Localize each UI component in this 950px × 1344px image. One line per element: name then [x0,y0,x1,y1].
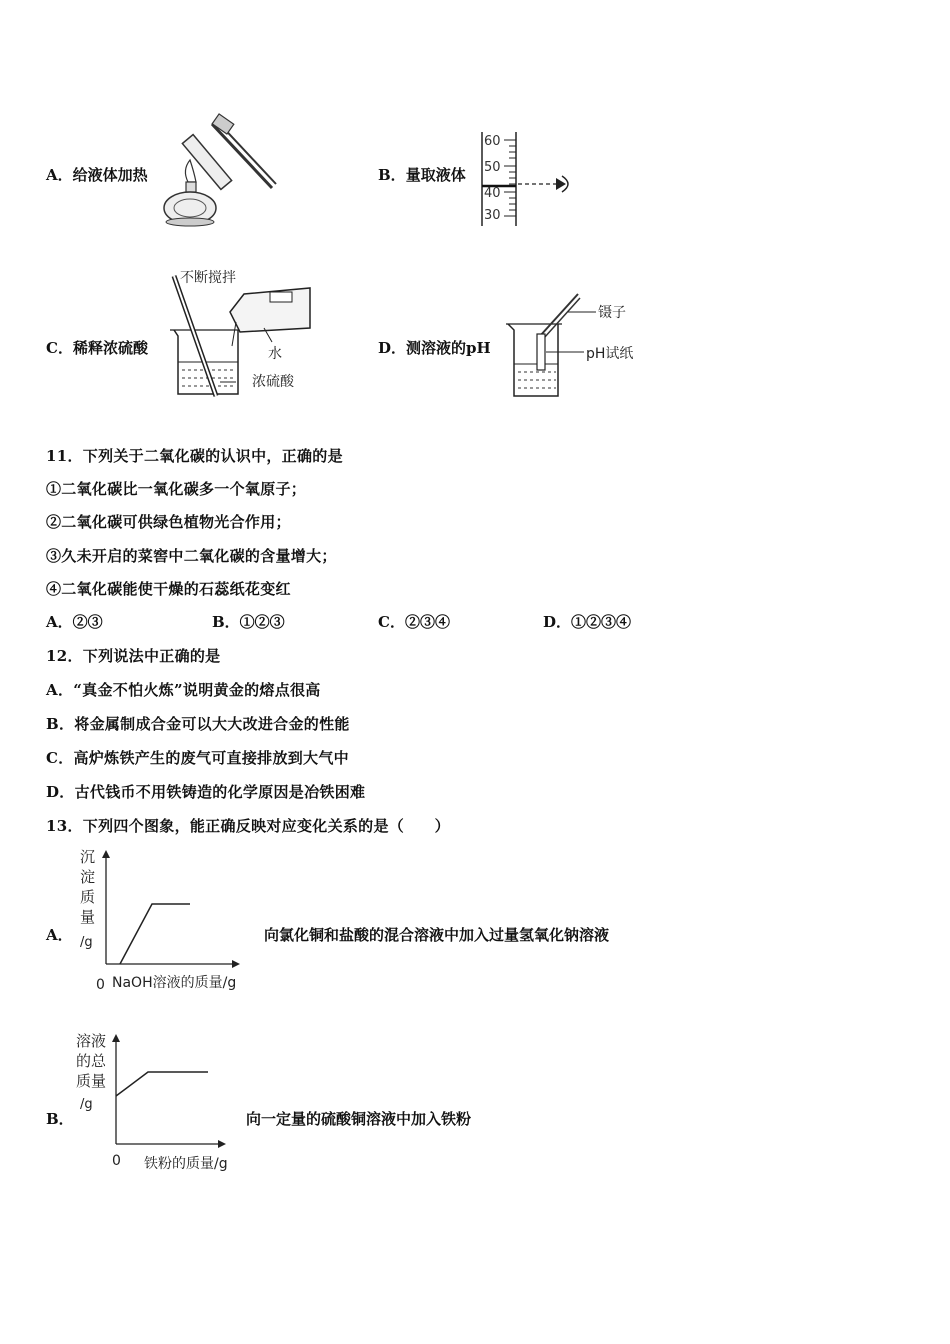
q13-graph-a-letter: A． [46,926,73,944]
graph-a-origin: 0 [96,977,105,993]
graph-a-ylabel-3: 质 [80,888,96,906]
q11-choice-c: C．②③④ [378,613,450,631]
graph-b-origin: 0 [112,1153,121,1169]
heating-liquid-figure [160,112,280,232]
graph-b-xlabel: 铁粉的质量/g [144,1156,228,1172]
graph-b-ylabel-1: 溶液 [76,1032,107,1050]
q10-option-a [46,164,148,185]
label-water: 水 [268,346,282,362]
option-letter: D． [378,339,407,357]
graph-a-ylabel-1: 沉 [80,848,96,866]
graph-a-ylabel-4: 量 [80,908,96,926]
measuring-cylinder-figure [474,126,584,230]
cylinder-tick-40: 40 [484,186,501,201]
q11-statement-4: ④二氧化碳能使干燥的石蕊纸花变红 [46,580,291,598]
q10-option-c [46,337,148,358]
q13-graph-a-desc: 向氯化铜和盐酸的混合溶液中加入过量氢氧化钠溶液 [264,926,610,944]
label-acid: 浓硫酸 [252,374,294,390]
q11-choice-d: D．①②③④ [543,613,632,631]
q11-statement-1: ①二氧化碳比一氧化碳多一个氧原子； [46,480,307,498]
graph-a-ylabel-2: 淀 [80,868,96,886]
q11-statement-3: ③久未开启的菜窖中二氧化碳的含量增大； [46,547,337,565]
graph-b-ylabel-4: /g [80,1097,93,1112]
option-text: 测溶液的pH [406,339,491,357]
graph-b-ylabel-2: 的总 [76,1052,107,1070]
graph-b-ylabel-3: 质量 [76,1072,107,1090]
label-stir: 不断搅拌 [180,270,236,286]
option-letter: A． [46,166,73,184]
option-text: 给液体加热 [72,166,148,184]
q10-option-b [378,164,466,185]
option-letter: C． [46,339,73,357]
label-ph-paper: pH试纸 [586,346,634,362]
q12-option-c: C．高炉炼铁产生的废气可直接排放到大气中 [46,749,349,767]
graph-a-ylabel-5: /g [80,935,93,950]
q11-choice-b: B．①②③ [212,613,285,631]
graph-b-curve [116,1072,208,1096]
q13-graph-b-desc: 向一定量的硫酸铜溶液中加入铁粉 [246,1110,472,1128]
q13-graph-b [76,1028,256,1178]
q13-graph-a [76,846,266,996]
q12-option-b: B．将金属制成合金可以大大改进合金的性能 [46,715,350,733]
label-tweezers: 镊子 [598,305,626,321]
q13-stem: 13．下列四个图象，能正确反映对应变化关系的是（ ） [46,817,450,835]
q13-graph-b-letter: B． [46,1110,74,1128]
cylinder-tick-30: 30 [484,208,501,223]
q12-option-a: A．“真金不怕火炼”说明黄金的熔点很高 [46,681,321,699]
q11-statement-2: ②二氧化碳可供绿色植物光合作用； [46,513,291,531]
option-letter: B． [378,166,406,184]
q12-option-d: D．古代钱币不用铁铸造的化学原因是冶铁困难 [46,783,366,801]
q11-choice-a: A．②③ [46,613,103,631]
graph-a-xlabel: NaOH溶液的质量/g [112,975,237,991]
cylinder-tick-50: 50 [484,160,501,175]
option-text: 量取液体 [405,166,466,184]
q12-stem: 12．下列说法中正确的是 [46,647,221,665]
q10-option-d [378,337,491,358]
dilute-acid-figure [160,266,320,402]
graph-a-curve [120,904,190,964]
ph-test-figure [504,290,654,402]
q11-stem: 11．下列关于二氧化碳的认识中，正确的是 [46,447,343,465]
option-text: 稀释浓硫酸 [72,339,148,357]
cylinder-tick-60: 60 [484,134,501,149]
